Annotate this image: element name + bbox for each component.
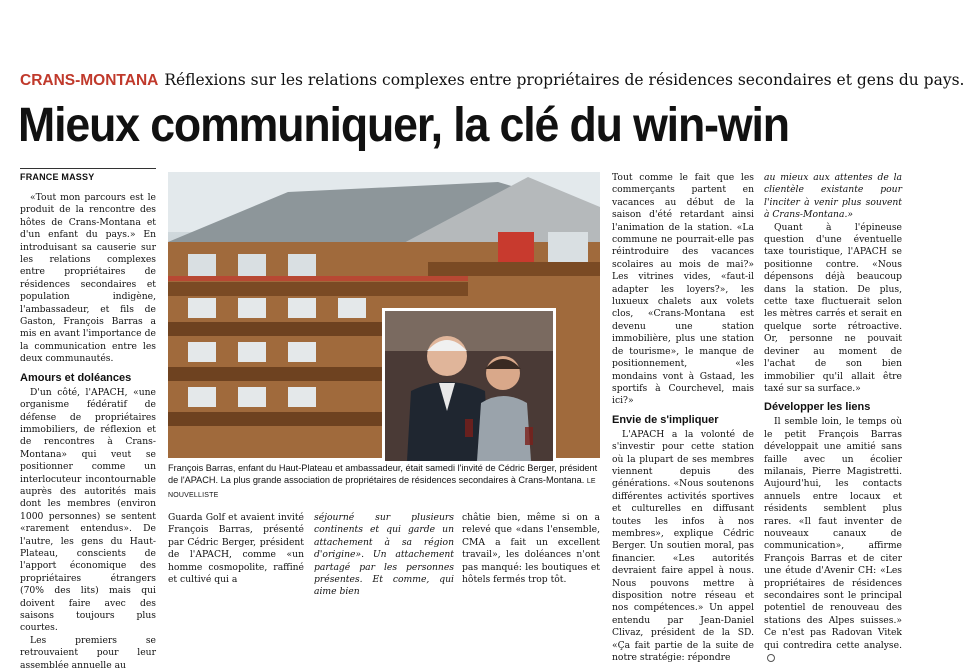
portrait-illustration [385,311,553,461]
byline: FRANCE MASSY [20,172,95,182]
inset-photo-portrait [382,308,556,464]
byline-rule [20,168,156,169]
kicker-text: Réflexions sur les relations complexes entre propriétaires de résidences secondaires et gens du pays. [164,71,964,89]
text-column-3 [314,512,454,598]
article-headline: Mieux communiquer, la clé du win-win [18,99,789,152]
paragraph: au mieux aux attentes de la clientèle existante pour l'inciter à venir plus souvent à Crans-Montana.» [764,172,902,221]
article-kicker [20,70,964,91]
paragraph: Les premiers se retrouvaient pour leur assemblée annuelle au [20,634,156,671]
text-column-4 [612,172,754,664]
text-column-2 [168,512,304,586]
caption-text: François Barras, enfant du Haut-Plateau et ambassadeur, était samedi l'invité de Cédric Berger, président de l'APACH. La plus grande association de propriétaires de résidences secondaires à Crans-Montana. [168,463,598,485]
end-of-article-icon [767,654,775,662]
paragraph: châtie bien, même si on a relevé que «dans l'ensemble, CMA a fait un excellent travail», les doléances n'ont pas manqué: les boutiques et hôtels fermés trop tôt. [462,512,600,586]
text-column-5 [764,172,902,651]
paragraph-text: Il semble loin, le temps où le petit François Barras développait une amitié sans faille avec un écolier milanais, Pierre Magistretti. Aujourd'hui, les contacts annuels entre locaux et résidents semblent plus rares. «Il faut inventer de nouveaux canaux de communication», affirme François Barras et de citer une étude d'Avenir CH: «Les propriétaires de résidences secondaires sont le principal potentiel de renouveau des stations des Alpes suisses.» Ce n'est pas Radovan Vitek qui contredira cette analyse. [764,416,902,651]
subheading-developper: Développer les liens [764,401,871,414]
subheading-amours: Amours et doléances [20,371,132,384]
paragraph: «Tout mon parcours est le produit de la rencontre des hôtes de Crans-Montana et d'un enfant du pays.» En introduisant sa causerie sur les relations complexes entre propriétaires de résidences secondaires et population indigène, l'ambassadeur, et fils de Gaston, François Barras a mis en avant l'importance de la communication entre les deux communautés. [20,192,156,365]
paragraph: Guarda Golf et avaient invité François Barras, présenté par Cédric Berger, président de l'APACH, comme «un homme cosmopolite, raffiné et cultivé qui a [168,512,304,586]
text-column-4-bottom [462,512,600,586]
paragraph: séjourné sur plusieurs continents et qui garde un attachement à sa région d'origine». Un attachement partagé par les personnes présentes. Et comme, qui aime bien [314,512,454,598]
subheading-envie: Envie de s'impliquer [612,413,719,426]
photo-caption [168,462,600,502]
paragraph: L'APACH a la volonté de s'investir pour cette station où la plupart de ses membres viennent depuis des générations. «Nous soutenons différentes activités sportives et culturelles en diffusant toutes les infos à nos membres», explique Cédric Berger. Un soutien moral, pas financier. «Les autorités devraient faire appel à nous. Nous pouvons mettre à disposition notre réseau et nos compétences.» Un appel entendu par Jean-Daniel Clivaz, président de la SD. «Ça fait partie de la suite de notre stratégie: répondre [612,428,754,664]
paragraph: D'un côté, l'APACH, «une organisme fédératif de défense de propriétaires immobiliers, de réflexion et de rencontres à Crans-Montana» qui veut se positionner comme un interlocuteur incontournable auprès des autorités mais dont les membres (environ 1000 personnes) se sentent «rarement entendus». De l'autre, les gens du Haut-Plateau, conscients de l'apport économique des propriétaires étrangers (70% des lits) mais qui doivent faire avec des saisons toujours plus courtes. [20,386,156,634]
paragraph: Tout comme le fait que les commerçants partent en vacances au début de la saison d'été retardant ainsi l'animation de la station. «La commune ne pourrait-elle pas réintroduire des vacances scolaires au mois de mai?» Les vitrines vides, «faut-il adapter les loyers?», les luxueux chalets aux volets clos, «Crans-Montana est devenu une station immobilière, plus une station de tourisme», le manque de positionnement, «les mondains vont à Gstaad, les sportifs à Courchevel, mais ici?» [612,172,754,407]
paragraph [764,416,902,664]
kicker-location: CRANS-MONTANA [20,72,159,89]
text-column-1 [20,192,156,671]
paragraph: Quant à l'épineuse question d'une éventuelle taxe touristique, l'APACH se positionne contre. «Nous dépensons déjà beaucoup dans la station. De plus, cette taxe fluctuerait selon les mètres carrés et serait en quelque sorte rétroactive. Or, personne ne pouvait deviner au moment de l'achat de son bien immobilier qu'il allait être taxé sur sa surface.» [764,221,902,394]
photo-credit: LE NOUVELLISTE [168,478,596,499]
